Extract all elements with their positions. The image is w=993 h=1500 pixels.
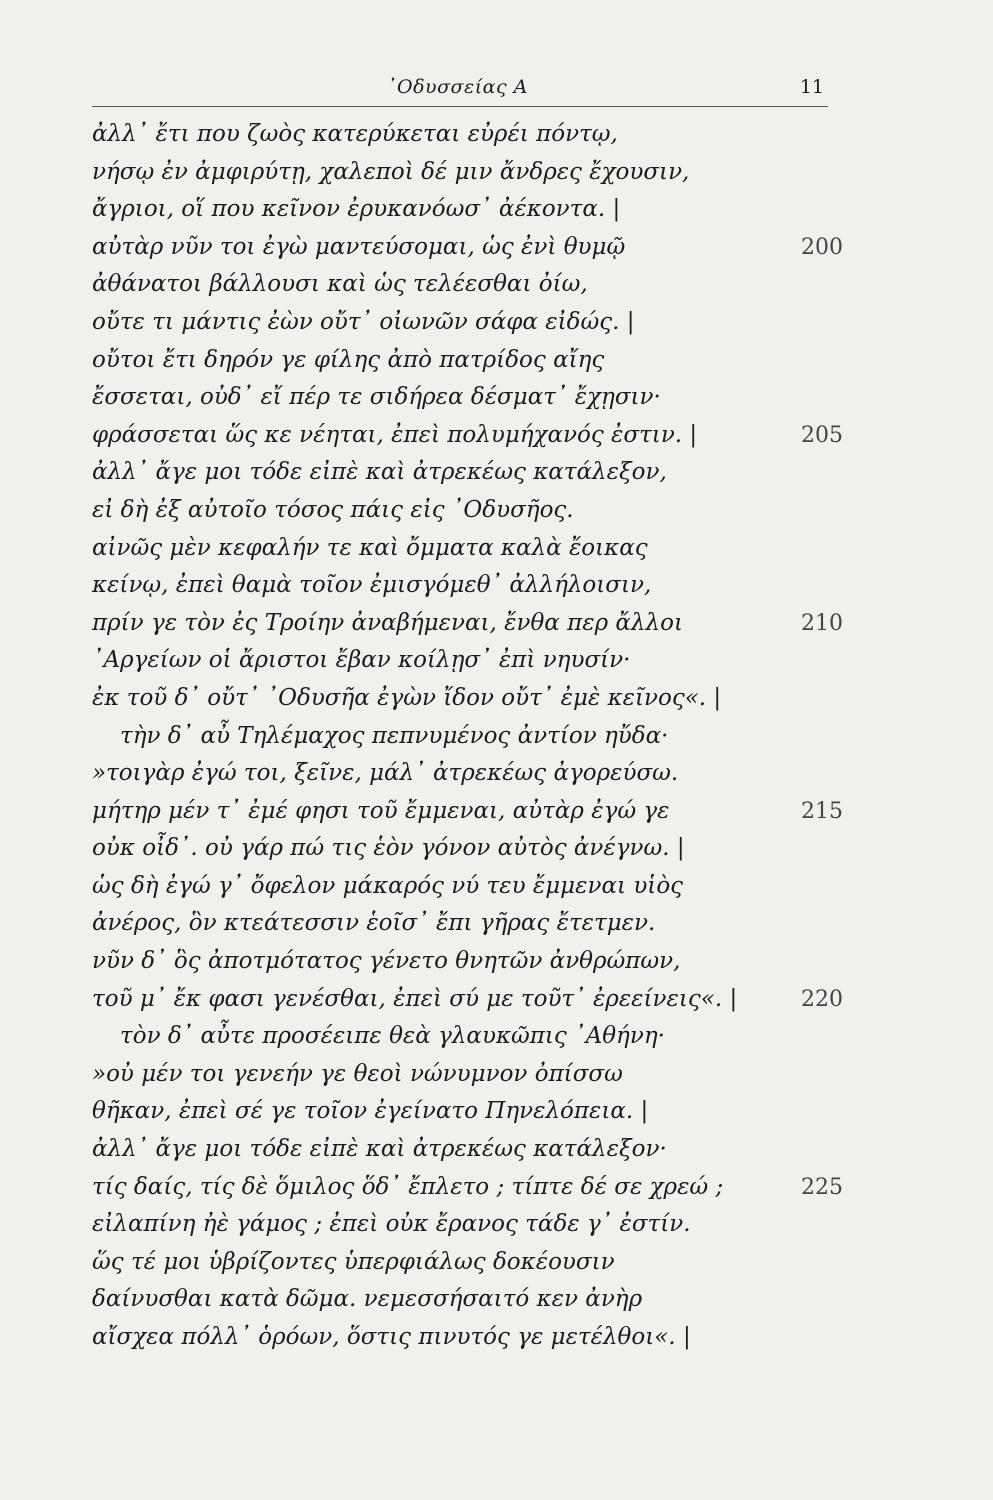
verse-line-text: ἀνέρος, ὃν κτεάτεσσιν ἑοῖσ᾽ ἔπι γῆρας ἔτετμεν. (92, 910, 656, 937)
verse-line-text: πρίν γε τὸν ἐς Τροίην ἀναβήμεναι, ἔνθα περ ἄλλοι (92, 609, 683, 636)
verse-line (0, 567, 993, 605)
verse-line (0, 116, 993, 154)
verse-line (0, 379, 993, 417)
header-title: ᾽Οδυσσείας Α (387, 76, 528, 98)
verse-line-text: αἰνῶς μὲν κεφαλήν τε καὶ ὄμματα καλὰ ἔοικας (92, 534, 648, 561)
verse-line (0, 154, 993, 192)
verse-line (0, 718, 993, 756)
verse-line-text: εἰ δὴ ἐξ αὐτοῖο τόσος πάις εἰς ᾽Οδυσῆος. (92, 496, 574, 523)
verse-line (0, 191, 993, 229)
verse-line-text: οὐκ οἶδ᾽. οὐ γάρ πώ τις ἑὸν γόνον αὐτὸς ἀνέγνω. | (92, 835, 685, 862)
running-header (92, 70, 828, 107)
verse-line-text: φράσσεται ὥς κε νέηται, ἐπεὶ πολυμήχανός ἐστιν. | (92, 421, 698, 448)
verse-line-text: ἄγριοι, οἵ που κεῖνον ἐρυκανόωσ᾽ ἀέκοντα. | (92, 196, 621, 223)
verse-line (0, 868, 993, 906)
verse-line-text: οὔτοι ἔτι δηρόν γε φίλης ἀπὸ πατρίδος αἴης (92, 346, 605, 373)
verse-line-text: »οὐ μέν τοι γενεήν γε θεοὶ νώνυμνον ὀπίσσω (92, 1060, 623, 1087)
verse-line-text: ἀλλ᾽ ἔτι που ζωὸς κατερύκεται εὐρέι πόντῳ, (92, 121, 618, 147)
verse-line-text: τίς δαίς, τίς δὲ ὅμιλος ὅδ᾽ ἔπλετο ; τίπτε δέ σε χρεώ ; (92, 1173, 724, 1200)
verse-line (0, 830, 993, 868)
verse-line-text: ἀθάνατοι βάλλουσι καὶ ὡς τελέεσθαι ὀίω, (92, 271, 588, 298)
line-number: 220 (801, 986, 843, 1012)
verse-line (0, 417, 993, 455)
verse-line (0, 1056, 993, 1094)
verse-line (0, 1244, 993, 1282)
line-number: 205 (801, 422, 843, 448)
verse-line (0, 1206, 993, 1244)
verse-line (0, 454, 993, 492)
verse-line (0, 1319, 993, 1357)
verse-line-text: ἀλλ᾽ ἄγε μοι τόδε εἰπὲ καὶ ἀτρεκέως κατάλεξον· (92, 1136, 667, 1163)
verse-line-text: τὴν δ᾽ αὖ Τηλέμαχος πεπνυμένος ἀντίον ηὔδα· (120, 722, 669, 749)
verse-line (0, 605, 993, 643)
verse-line-text: κείνῳ, ἐπεὶ θαμὰ τοῖον ἐμισγόμεθ᾽ ἀλλήλοισιν, (92, 572, 652, 599)
verse-line (0, 755, 993, 793)
verse-line (0, 642, 993, 680)
verse-line (0, 981, 993, 1019)
verse-line-text: δαίνυσθαι κατὰ δῶμα. νεμεσσήσαιτό κεν ἀνὴρ (92, 1286, 643, 1313)
verse-line-text: τὸν δ᾽ αὖτε προσέειπε θεὰ γλαυκῶπις ᾽Αθήνη· (120, 1023, 665, 1050)
verse-line (0, 793, 993, 831)
verse-line-text: μήτηρ μέν τ᾽ ἐμέ φησι τοῦ ἔμμεναι, αὐτὰρ ἐγώ γε (92, 797, 670, 824)
line-number: 215 (801, 798, 843, 824)
verse-line-text: τοῦ μ᾽ ἔκ φασι γενέσθαι, ἐπεὶ σύ με τοῦτ᾽ ἐρεείνεις«. | (92, 985, 738, 1012)
verse-line-text: ἀλλ᾽ ἄγε μοι τόδε εἰπὲ καὶ ἀτρεκέως κατάλεξον, (92, 459, 667, 486)
verse-line-text: ἔσσεται, οὐδ᾽ εἴ πέρ τε σιδήρεα δέσματ᾽ ἔχῃσιν· (92, 384, 661, 411)
verse-line-text: ἐκ τοῦ δ᾽ οὔτ᾽ ᾽Οδυσῆα ἐγὼν ἴδον οὔτ᾽ ἐμὲ κεῖνος«. | (92, 684, 722, 711)
verse-line (0, 229, 993, 267)
verse-line (0, 943, 993, 981)
verse-line (0, 1131, 993, 1169)
verse-line (0, 1093, 993, 1131)
verse-line-text: θῆκαν, ἐπεὶ σέ γε τοῖον ἐγείνατο Πηνελόπεια. | (92, 1098, 649, 1125)
verse-line-text: ὥς τέ μοι ὑβρίζοντες ὑπερφιάλως δοκέουσιν (92, 1248, 615, 1275)
line-number: 225 (801, 1174, 843, 1200)
verse-line (0, 905, 993, 943)
verse-line (0, 680, 993, 718)
verse-line-text: ᾽Αργείων οἱ ἄριστοι ἔβαν κοίλῃσ᾽ ἐπὶ νηυσίν· (92, 647, 631, 674)
verse-line-text: νῦν δ᾽ ὃς ἀποτμότατος γένετο θνητῶν ἀνθρώπων, (92, 948, 681, 975)
verse-line-text: αὐτὰρ νῦν τοι ἐγὼ μαντεύσομαι, ὡς ἐνὶ θυμῷ (92, 233, 626, 260)
verse-line-text: »τοιγὰρ ἐγώ τοι, ξεῖνε, μάλ᾽ ἀτρεκέως ἀγορεύσω. (92, 760, 679, 787)
verse-line (0, 1018, 993, 1056)
page-number: 11 (799, 76, 824, 98)
verse-line-text: νήσῳ ἐν ἀμφιρύτῃ, χαλεποὶ δέ μιν ἄνδρες ἔχουσιν, (92, 158, 690, 185)
verse-line-text: οὔτε τι μάντις ἐὼν οὔτ᾽ οἰωνῶν σάφα εἰδώς. | (92, 308, 635, 335)
verse-line-text: αἴσχεα πόλλ᾽ ὁρόων, ὅστις πινυτός γε μετέλθοι«. | (92, 1324, 691, 1350)
verse-line (0, 1281, 993, 1319)
verse-text (0, 116, 993, 1357)
verse-line-text: ὡς δὴ ἐγώ γ᾽ ὄφελον μάκαρός νύ τευ ἔμμεναι υἱὸς (92, 872, 684, 899)
verse-line-text: εἰλαπίνη ἠὲ γάμος ; ἐπεὶ οὐκ ἔρανος τάδε γ᾽ ἐστίν. (92, 1211, 691, 1238)
verse-line (0, 1169, 993, 1207)
verse-line (0, 530, 993, 568)
verse-line (0, 266, 993, 304)
line-number: 210 (801, 610, 843, 636)
verse-line (0, 304, 993, 342)
verse-line (0, 492, 993, 530)
line-number: 200 (801, 234, 843, 260)
verse-line (0, 342, 993, 380)
